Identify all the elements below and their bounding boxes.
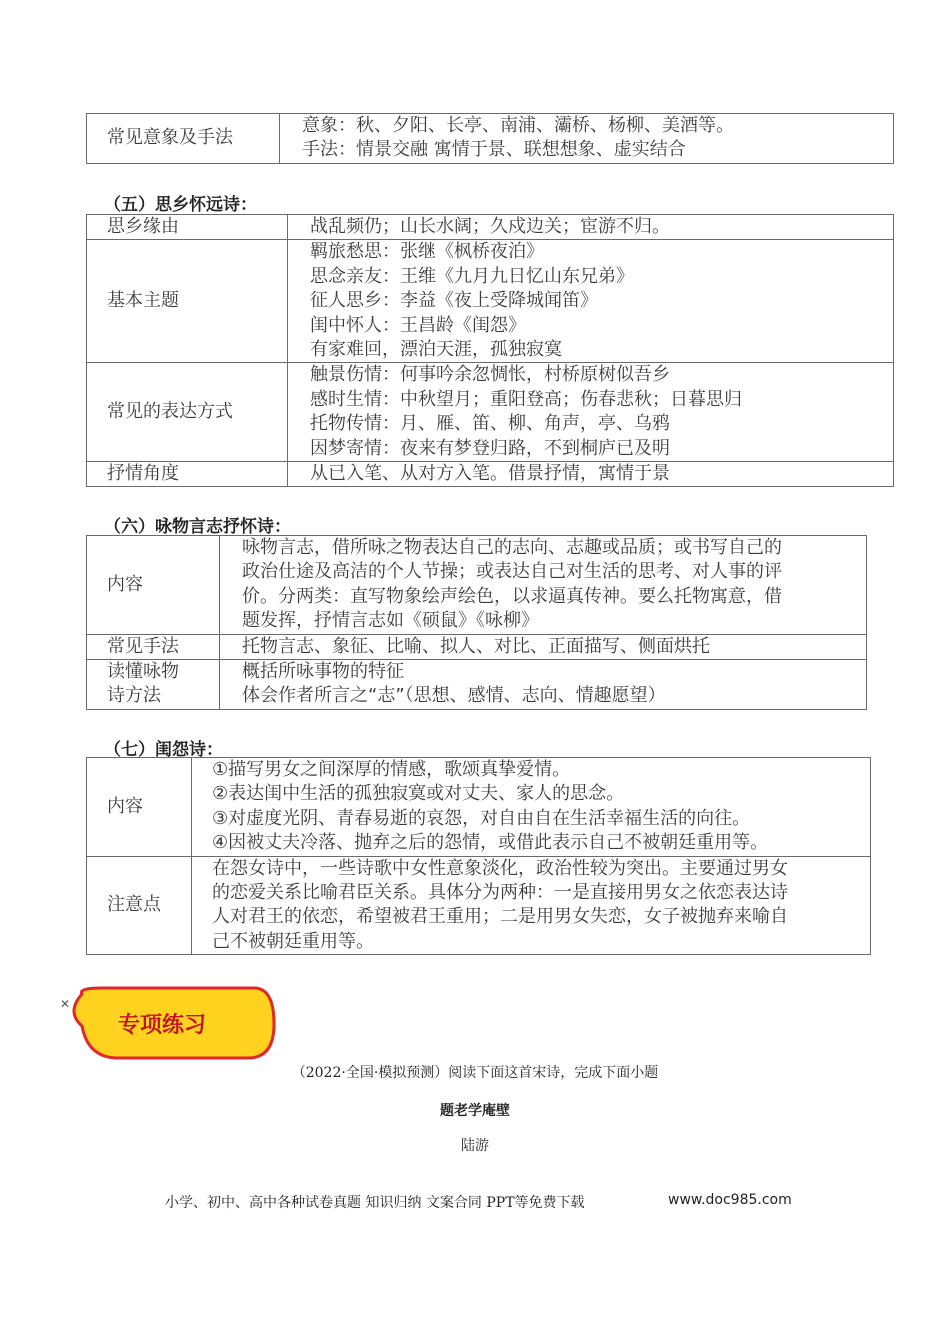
row-label: 常见的表达方式 bbox=[87, 363, 288, 462]
content-line: 闺中怀人：王昌龄《闺怨》 bbox=[310, 314, 526, 336]
content-line: 托物传情：月、雁、笛、柳、角声，亭、乌鸦 bbox=[310, 413, 670, 435]
exercise-intro: （2022·全国·模拟预测）阅读下面这首宋诗，完成下面小题 bbox=[291, 1065, 659, 1081]
row-label: 内容 bbox=[87, 536, 220, 635]
table-row bbox=[87, 462, 894, 487]
content-line: 己不被朝廷重用等。 bbox=[212, 930, 374, 952]
row-label: 基本主题 bbox=[87, 240, 288, 363]
section-heading: （五）思乡怀远诗： bbox=[104, 195, 257, 215]
content-line: 咏物言志，借所咏之物表达自己的志向、志趣或品质；或书写自己的 bbox=[242, 537, 782, 558]
row-label bbox=[87, 660, 220, 710]
content-line: ③对虚度光阴、青春易逝的哀怨，对自由自在生活幸福生活的向往。 bbox=[212, 807, 751, 829]
footer-text: 小学、初中、高中各种试卷真题 知识归纳 文案合同 PPT等免费下载 bbox=[165, 1195, 585, 1211]
row-content bbox=[280, 114, 894, 164]
row-content bbox=[220, 660, 867, 710]
row-content bbox=[220, 536, 867, 635]
row-label: 抒情角度 bbox=[87, 462, 288, 487]
table-row bbox=[87, 856, 871, 955]
table-row bbox=[87, 240, 894, 363]
table-row bbox=[87, 660, 867, 710]
row-label: 思乡缘由 bbox=[87, 215, 288, 240]
row-content bbox=[220, 634, 867, 659]
content-line: 感时生情：中秋望月；重阳登高；伤春悲秋；日暮思归 bbox=[310, 388, 742, 410]
content-line: 触景伤情：何事吟余忽惆怅，村桥原树似吾乡 bbox=[310, 364, 670, 386]
content-line: 托物言志、象征、比喻、拟人、对比、正面描写、侧面烘托 bbox=[242, 635, 710, 657]
row-content bbox=[192, 758, 871, 857]
row-content bbox=[288, 462, 894, 487]
content-line: 题发挥，抒情言志如《硕鼠》《咏柳》 bbox=[242, 610, 539, 632]
poem-author: 陆游 bbox=[461, 1138, 489, 1154]
row-content bbox=[192, 856, 871, 955]
content-line: 战乱频仍；山长水阔；久戍边关；宦游不归。 bbox=[310, 216, 670, 237]
content-line: 从已入笔、从对方入笔。借景抒情，寓情于景 bbox=[310, 463, 670, 485]
content-line: 在怨女诗中，一些诗歌中女性意象淡化，政治性较为突出。主要通过男女 bbox=[212, 857, 788, 879]
content-line: 价。分两类：直写物象绘声绘色，以求逼真传神。要么托物寓意，借 bbox=[242, 585, 782, 607]
content-line: ①描写男女之间深厚的情感，歌颂真挚爱情。 bbox=[212, 759, 571, 780]
table-row bbox=[87, 363, 894, 462]
table-row bbox=[87, 114, 894, 164]
content-line: 思念亲友：王维《九月九日忆山东兄弟》 bbox=[310, 265, 634, 287]
content-line: 有家难回，漂泊天涯，孤独寂寞 bbox=[310, 339, 562, 361]
content-line: 征人思乡：李益《夜上受降城闻笛》 bbox=[310, 290, 598, 312]
row-label: 常见意象及手法 bbox=[87, 114, 280, 164]
row-label: 注意点 bbox=[87, 856, 192, 955]
content-line: 因梦寄情：夜来有梦登归路，不到桐庐已及明 bbox=[310, 437, 670, 459]
content-line: 手法：情景交融 寓情于景、联想想象、虚实结合 bbox=[302, 139, 686, 161]
badge-label: 专项练习 bbox=[118, 1012, 207, 1038]
label-line: 诗方法 bbox=[107, 685, 161, 707]
row-content bbox=[288, 215, 894, 240]
content-line: 体会作者所言之“志”（思想、感情、志向、情趣愿望） bbox=[242, 685, 666, 707]
content-line: ④因被丈夫冷落、抛弃之后的怨情，或借此表示自己不被朝廷重用等。 bbox=[212, 832, 769, 854]
homesick-poem-table bbox=[86, 214, 894, 487]
boudoir-poem-table bbox=[86, 757, 871, 955]
sparkle-icon: ✕ bbox=[60, 997, 71, 1011]
content-line: 政治仕途及高洁的个人节操；或表达自己对生活的思考、对人事的评 bbox=[242, 561, 782, 583]
content-line: 人对君王的依恋，希望被君王重用；二是用男女失恋，女子被抛弃来喻自 bbox=[212, 906, 788, 928]
poem-title: 题老学庵壁 bbox=[440, 1103, 510, 1119]
content-line: 的恋爱关系比喻君臣关系。具体分为两种：一是直接用男女之依恋表达诗 bbox=[212, 882, 788, 904]
content-line: 羁旅愁思：张继《枫桥夜泊》 bbox=[310, 241, 544, 263]
content-line: 概括所咏事物的特征 bbox=[242, 661, 404, 683]
row-label: 内容 bbox=[87, 758, 192, 857]
table-row bbox=[87, 215, 894, 240]
object-poem-table bbox=[86, 535, 867, 710]
imagery-technique-table bbox=[86, 113, 894, 164]
row-content bbox=[288, 363, 894, 462]
row-label: 常见手法 bbox=[87, 634, 220, 659]
table-row bbox=[87, 634, 867, 659]
section-heading: （七）闺怨诗： bbox=[104, 740, 223, 760]
label-line: 读懂咏物 bbox=[107, 661, 179, 683]
row-content bbox=[288, 240, 894, 363]
footer-url[interactable]: www.doc985.com bbox=[668, 1192, 792, 1208]
section-heading: （六）咏物言志抒怀诗： bbox=[104, 517, 291, 537]
content-line: ②表达闺中生活的孤独寂寞或对丈夫、家人的思念。 bbox=[212, 783, 625, 805]
content-line: 意象：秋、夕阳、长亭、南浦、灞桥、杨柳、美酒等。 bbox=[302, 115, 734, 136]
table-row bbox=[87, 536, 867, 635]
table-row bbox=[87, 758, 871, 857]
